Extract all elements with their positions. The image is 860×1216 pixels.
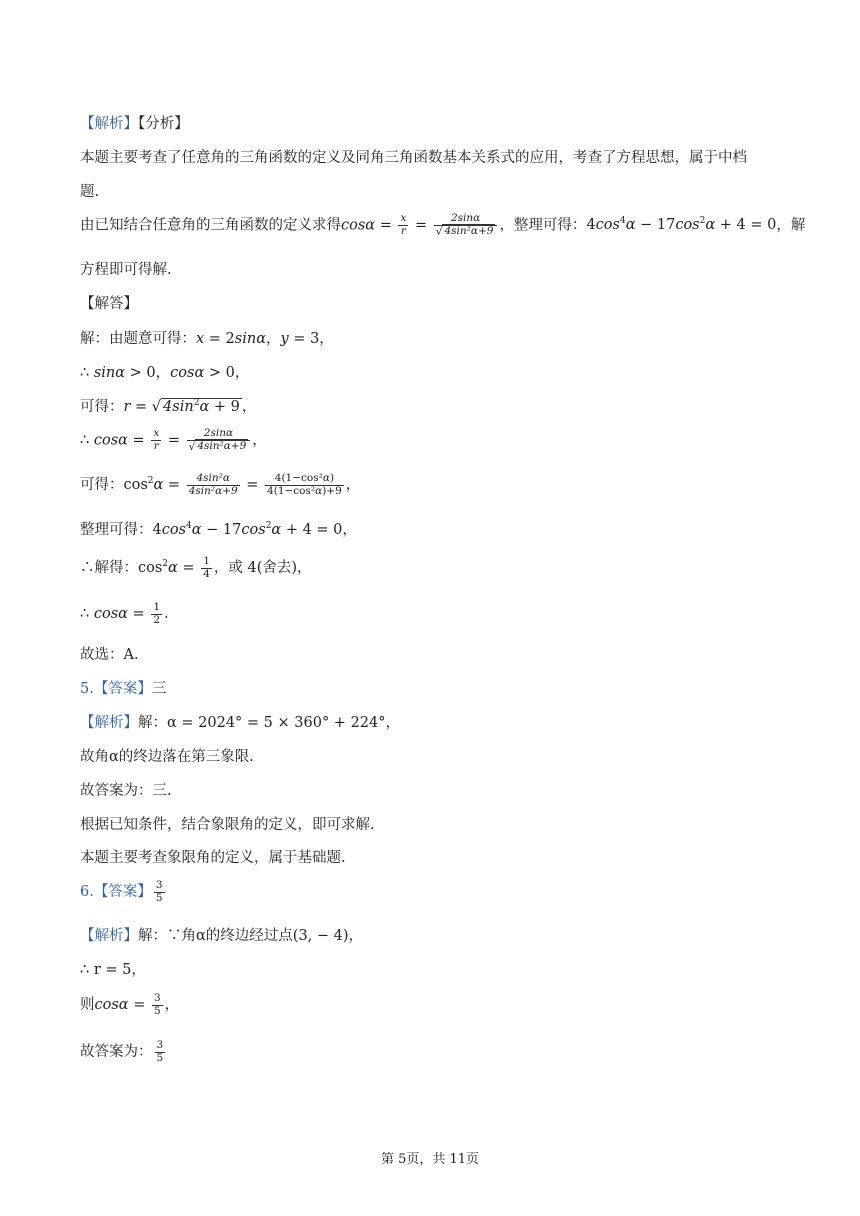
q5-analysis-line bbox=[80, 711, 400, 732]
paragraph: 题. bbox=[80, 184, 100, 200]
text: 则 bbox=[80, 997, 95, 1014]
page-footer: 第 5页，共 11页 bbox=[380, 1152, 480, 1167]
answer-tag: 【解答】 bbox=[80, 296, 138, 312]
q6-answer-line bbox=[80, 880, 167, 904]
text: 解：α = 2024° = 5 × 360° + 224°， bbox=[138, 715, 400, 731]
q6-line: ∴ r = 5， bbox=[80, 962, 146, 978]
text: ∴ bbox=[80, 365, 94, 381]
text: 由已知结合任意角的三角函数的定义求得 bbox=[80, 217, 341, 234]
paragraph: 方程即可得解. bbox=[80, 262, 172, 278]
text: ，解 bbox=[776, 217, 806, 234]
q6-line: 故答案为： $\frac{3}{5}$ bbox=[80, 1039, 164, 1064]
step: ∴ cosα = $\frac{1}{2}$ . bbox=[80, 601, 169, 626]
q5-number: 5. bbox=[80, 681, 94, 697]
q6-answer-tag: 【答案】 bbox=[93, 884, 152, 901]
step: ∴ sinα > 0，cosα > 0， bbox=[80, 365, 250, 381]
text: ∴ bbox=[80, 606, 94, 623]
q5-line: 故角α的终边落在第三象限. bbox=[80, 749, 254, 765]
text: ∴ bbox=[80, 432, 94, 449]
paragraph: 由已知结合任意角的三角函数的定义求得cosα = $\frac{x}{r}$ = $\frac{2\sin\alpha}{\text{√ 4sin²α+9}}$ ，整理可得：$4\cos^4\alpha - 17\cos^2\alpha + 4 = 0$，解 bbox=[80, 212, 806, 238]
text: ∴解得： bbox=[80, 560, 138, 577]
text: ，或 4(舍去)， bbox=[213, 560, 312, 577]
step: 故选：A. bbox=[80, 647, 139, 663]
text: 可得： bbox=[80, 399, 124, 415]
step: ∴ cosα = $\frac{x}{r}$ = $\frac{2\sin\alpha}{\text{√ 4sin²α+9}}$ ， bbox=[80, 427, 267, 453]
q5-line: 本题主要考查象限角的定义，属于基础题. bbox=[80, 850, 346, 866]
formula: cosα bbox=[341, 217, 376, 234]
step: 可得：r = √ $4\sin^2\alpha + 9$ ， bbox=[80, 398, 257, 416]
analysis-tag: 【解析】 bbox=[80, 116, 138, 132]
q5-answer-tag: 【答案】 bbox=[93, 681, 152, 697]
q5-analysis-tag: 【解析】 bbox=[80, 715, 138, 731]
q5-answer-line bbox=[80, 677, 166, 698]
q6-analysis-line bbox=[80, 924, 363, 945]
fraction: $\frac{2\sin\alpha}{\text{√ 4sin²α+9}}$ bbox=[434, 213, 498, 238]
paragraph: 本题主要考查了任意角的三角函数的定义及同角三角函数基本关系式的应用，考查了方程思想，属于中档 bbox=[80, 150, 747, 166]
q6-number: 6. bbox=[80, 884, 94, 901]
q5-line: 故答案为：三. bbox=[80, 783, 172, 799]
step: 整理可得：$4\cos^4\alpha - 17\cos^2\alpha + 4 = 0$， bbox=[80, 521, 357, 538]
step: ∴解得：$\cos^2\alpha$ = $\frac{1}{4}$ ，或 4(舍去)， bbox=[80, 555, 312, 580]
step: 可得：$\cos^2\alpha$ = $\frac{\text{4sin²α}}{\text{4sin²α+9}}$ = $\frac{\text{4(1−cos²α)}}{\text{4(1−cos²α)+9}}$ ， bbox=[80, 472, 361, 497]
q5-answer: 三 bbox=[151, 681, 167, 697]
fraction: $\frac{x}{r}$ bbox=[400, 212, 407, 237]
text: 解：∵角α的终边经过点(3, − 4)， bbox=[138, 928, 364, 944]
analysis-header bbox=[80, 112, 189, 133]
q5-line: 根据已知条件，结合象限角的定义，即可求解. bbox=[80, 817, 375, 833]
text: 可得： bbox=[80, 477, 124, 494]
step: 解：由题意可得：x = 2sinα，y = 3， bbox=[80, 331, 334, 347]
fenxi-tag: 【分析】 bbox=[138, 116, 189, 132]
text: ，整理可得： bbox=[499, 217, 587, 234]
text: 故答案为： bbox=[80, 1044, 153, 1061]
q6-answer: $\frac{3}{5}$ bbox=[155, 879, 163, 904]
text: 解：由题意可得： bbox=[80, 331, 196, 347]
q6-analysis-tag: 【解析】 bbox=[80, 928, 138, 944]
text: 整理可得： bbox=[80, 522, 153, 538]
q6-line: 则cosα = $\frac{3}{5}$ ， bbox=[80, 992, 180, 1017]
formula: $4\cos^4\alpha - 17\cos^2\alpha + 4 = 0$ bbox=[586, 216, 777, 234]
